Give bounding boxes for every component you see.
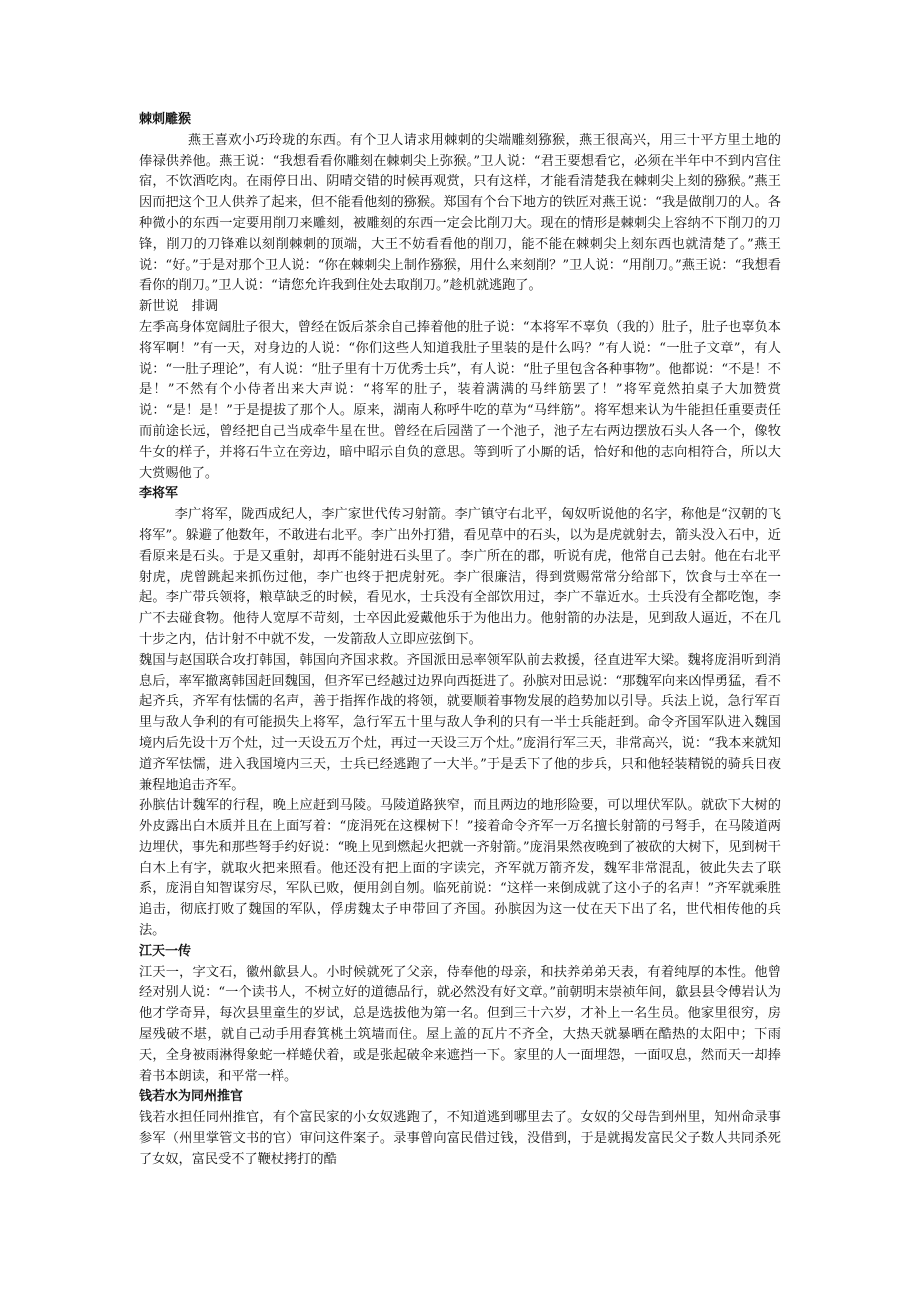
- section-qian-ruoshui: [139, 1087, 781, 1170]
- section-general-li: [139, 484, 781, 942]
- paragraph: 江天一，字文石，徽州歙县人。小时候就死了父亲，侍奉他的母亲，和扶养弟弟天表，有着纯厚的本性。他曾经对别人说：“一个读书人，不树立好的道德品行，就必然没有好文章。”前朝明末崇祯年间，歙县县令傅岩认为他才学奇异，每次县里童生的岁试，总是选拔他为第一名。但到三十六岁，才补上一名生员。他家里很穷，房屋残破不堪，就自己动手用舂箕桃土筑墙而住。屋上盖的瓦片不齐全，大热天就暴晒在酷热的太阳中；下雨天，全身被雨淋得象蛇一样蜷伏着，或是张起破伞来遮挡一下。家里的人一面埋怨，一面叹息，然而天一却捧着书本朗读，和平常一样。: [139, 964, 781, 1084]
- section-title: 新世说 排调: [139, 299, 219, 315]
- section-thorn-carving: [139, 110, 781, 297]
- section-title: 江天一传: [139, 943, 192, 959]
- section-title: 棘刺雕猴: [139, 112, 192, 127]
- paragraph: 燕王喜欢小巧玲珑的东西。有个卫人请求用棘刺的尖端雕刻猕猴，燕王很高兴，用三十平方里土地的俸禄供养他。燕王说：“我想看看你雕刻在棘刺尖上弥猴。”卫人说：“君王要想看它，必须在半年中不到内宫住宿，不饮酒吃肉。在雨停日出、阴晴交错的时候再观赏，只有这样，才能看清楚我在棘刺尖上刻的猕猴。”燕王因而把这个卫人供养了起来，但不能看他刻的猕猴。郑国有个台下地方的铁匠对燕王说：“我是做削刀的人。各种微小的东西一定要用削刀来雕刻，被雕刻的东西一定会比削刀大。现在的情形是棘刺尖上容纳不下削刀的刀锋，削刀的刀锋难以刻削棘刺的顶端，大王不妨看看他的削刀，能不能在棘刺尖上刻东西也就清楚了。”燕王说：“好。”于是对那个卫人说：“你在棘刺尖上制作猕猴，用什么来刻削？”卫人说：“用削刀。”燕王说：“我想看看你的削刀。”卫人说：“请您允许我到住处去取削刀。”趁机就逃跑了。: [139, 132, 781, 294]
- paragraph: 魏国与赵国联合攻打韩国，韩国向齐国求救。齐国派田忌率领军队前去救援，径直进军大梁。魏将庞涓听到消息后，率军撤离韩国赶回魏国，但齐军已经越过边界向西挺进了。孙膑对田忌说：“那魏军向来凶悍勇猛，看不起齐兵，齐军有怯懦的名声，善于指挥作战的将领，就要顺着事物发展的趋势加以引导。兵法上说，急行军百里与敌人争利的有可能损失上将军，急行军五十里与敌人争利的只有一半士兵能赶到。命令齐国军队进入魏国境内后先设十万个灶，过一天设五万个灶，再过一天设三万个灶。”庞涓行军三天，非常高兴，说：“我本来就知道齐军怯懦，进入我国境内三天，士兵已经逃跑了一大半。”于是丢下了他的步兵，只和他轻装精锐的骑兵日夜兼程地追击齐军。: [139, 652, 781, 793]
- section-new-shishuo: [139, 297, 781, 484]
- section-title: 李将军: [139, 486, 179, 502]
- paragraph: 左季高身体宽阔肚子很大，曾经在饭后茶余自己捧着他的肚子说：“本将军不辜负（我的）肚子，肚子也辜负本将军啊！”有一天，对身边的人说：“你们这些人知道我肚子里装的是什么吗？”有人说：“一肚子文章”，有人说：“一肚子理论”，有人说：“肚子里有十万优秀士兵”，有人说：“肚子里包含各种事物”。他都说：“不是！不是！”不然有个小侍者出来大声说：“将军的肚子，装着满满的马绊筋罢了！”将军竟然拍桌子大加赞赏说：“是！是！”于是提拔了那个人。原来，湖南人称呼牛吃的草为“马绊筋”。将军想来认为牛能担任重要责任而前途长远，曾经把自己当成牵牛星在世。曾经在后园凿了一个池子，池子左右两边摆放石头人各一个，像牧牛女的样子，并将石牛立在旁边，暗中昭示自负的意思。等到听了小厮的话，恰好和他的志向相符合，所以大大赏赐他了。: [139, 319, 781, 481]
- paragraph: 钱若水担任同州推官，有个富民家的小女奴逃跑了，不知道逃到哪里去了。女奴的父母告到州里，知州命录事参军（州里掌管文书的官）审问这件案子。录事曾向富民借过钱，没借到，于是就揭发富民父子数人共同杀死了女奴，富民受不了鞭杖拷打的酷: [139, 1110, 781, 1167]
- paragraph: 孙膑估计魏军的行程，晚上应赶到马陵。马陵道路狭窄，而且两边的地形险要，可以埋伏军队。就砍下大树的外皮露出白木质并且在上面写着：“庞涓死在这棵树下！”接着命令齐军一万名擅长射箭的弓弩手，在马陵道两边埋伏，事先和那些弩手约好说：“晚上见到燃起火把就一齐射箭。”庞涓果然夜晚到了被砍的大树下，见到树干白木上有字，就取火把来照看。他还没有把上面的字读完，齐军就万箭齐发，魏军非常混乱，彼此失去了联系，庞涓自知智谋穷尽，军队已败，便用剑自刎。临死前说：“这样一来倒成就了这小子的名声！”齐军就乘胜追击，彻底打败了魏国的军队，俘虏魏太子申带回了齐国。孙膑因为这一仗在天下出了名，世代相传他的兵法。: [139, 798, 781, 939]
- section-title: 钱若水为同州推官: [139, 1089, 244, 1105]
- document-page: [139, 110, 781, 1171]
- section-jiang-tianyi: [139, 942, 781, 1088]
- paragraph: 李广将军，陇西成纪人，李广家世代传习射箭。李广镇守右北平，匈奴听说他的名字，称他是“汉朝的飞将军”。躲避了他数年，不敢进右北平。李广出外打猎，看见草中的石头，以为是虎就射去，箭头没入石中，近看原来是石头。于是又重射，却再不能射进石头里了。李广所在的郡，听说有虎，他常自己去射。他在右北平射虎，虎曾跳起来抓伤过他，李广也终于把虎射死。李广很廉洁，得到赏赐常常分给部下，饮食与士卒在一起。李广带兵领将，粮草缺乏的时候，看见水，士兵没有全部饮用过，李广不靠近水。士兵没有全都吃饱，李广不去碰食物。他待人宽厚不苛刻，士卒因此爱戴他乐于为他出力。他射箭的办法是，见到敌人逼近，不在几十步之内，估计射不中就不发，一发箭敌人立即应弦倒下。: [139, 507, 781, 647]
